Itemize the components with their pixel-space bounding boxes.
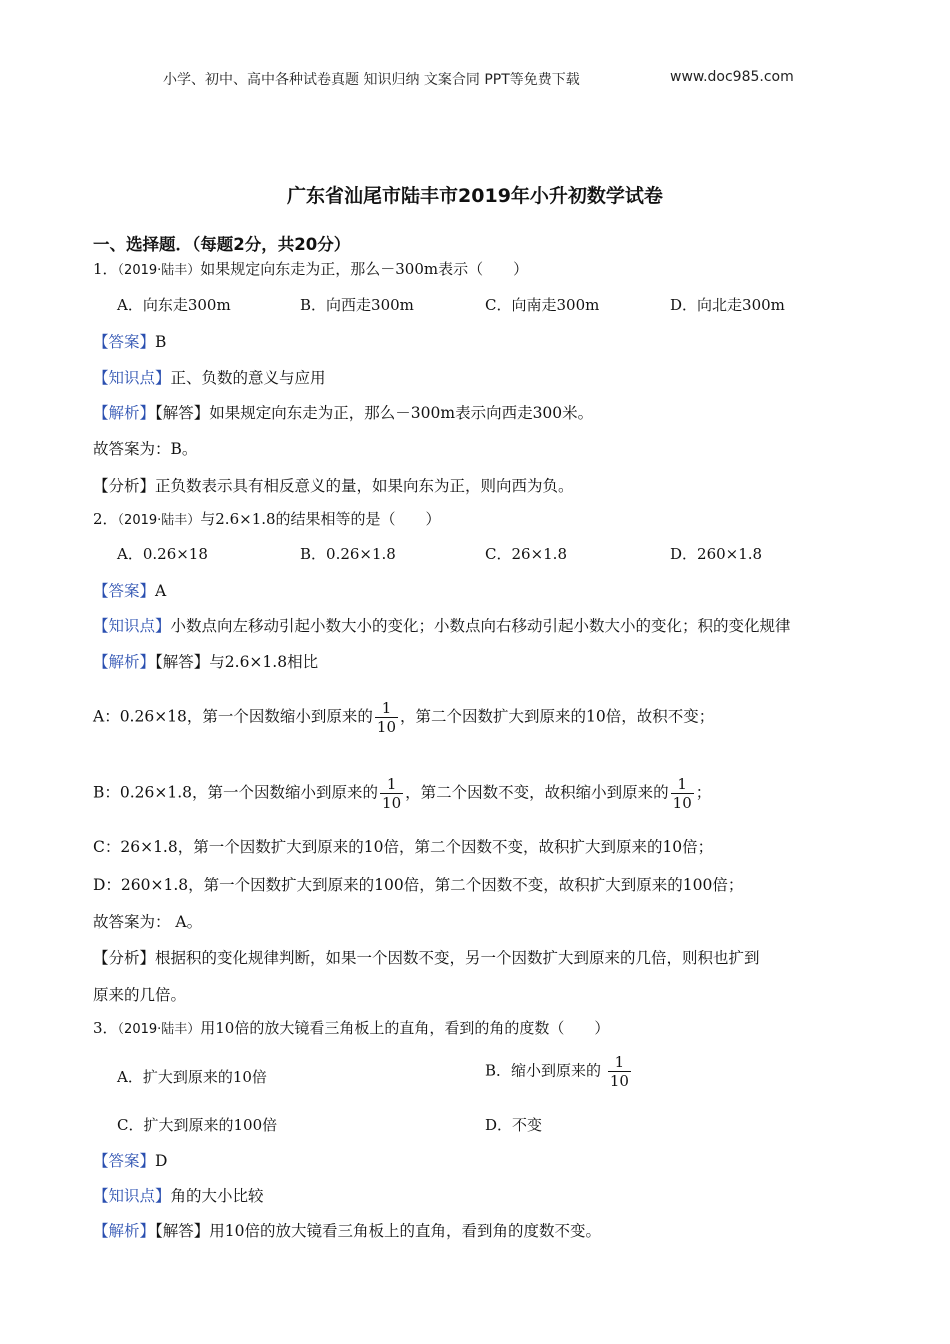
q3-knowledge [93,1184,264,1206]
q2-option-c: C．26×1.8 [485,545,567,563]
fraction [380,775,403,812]
q1-knowledge [93,366,326,388]
q1-answer [93,330,166,352]
question-number: 2． [93,510,118,528]
q2-solution-intro [93,650,318,672]
question-text: 用10倍的放大镜看三角板上的直角，看到的角的度数（ ） [200,1019,610,1037]
q3-option-a: A．扩大到原来的10倍 [117,1068,267,1086]
knowledge-text: 正、负数的意义与应用 [170,369,326,387]
knowledge-tag: 【知识点】 [93,617,171,635]
line-text: A：0.26×18，第一个因数缩小到原来的 [93,707,373,726]
question-source: （2019·陆丰） [117,263,201,278]
question-3-stem [93,1017,609,1038]
q2-option-d: D．260×1.8 [670,545,763,563]
jieda-tag: 【解答】 [155,404,210,422]
fraction [608,1053,631,1090]
q3-answer [93,1149,167,1171]
knowledge-text: 小数点向左移动引起小数大小的变化；小数点向右移动引起小数大小的变化；积的变化规律 [170,617,791,635]
analysis-tag: 【解析】 [93,653,156,671]
answer-tag: 【答案】 [93,1152,156,1170]
q2-analysis [93,946,760,968]
q1-option-b: B．向西走300m [300,296,414,314]
answer-value: D [155,1152,168,1170]
question-2-stem [93,508,441,529]
answer-value: A [155,582,167,600]
q2-line-d: D：260×1.8，第一个因数扩大到原来的100倍，第二个因数不变，故积扩大到原来的100倍； [93,876,744,894]
fraction-denominator: 10 [382,794,402,812]
solution-text: 用10倍的放大镜看三角板上的直角，看到角的度数不变。 [209,1222,602,1240]
question-source: （2019·陆丰） [117,513,201,528]
fraction-denominator: 10 [376,718,397,736]
fraction-numerator: 1 [381,699,392,717]
line-text: B：0.26×1.8，第一个因数缩小到原来的 [93,783,379,802]
q2-option-b: B．0.26×1.8 [300,545,396,563]
fraction [671,775,694,812]
analysis-tag: 【解析】 [93,1222,156,1240]
q2-line-a [93,699,714,736]
section-heading: 一、选择题．（每题2分，共20分） [93,235,351,254]
analysis-text: 根据积的变化规律判断，如果一个因数不变，另一个因数扩大到原来的几倍，则积也扩到 [155,949,760,967]
question-text: 如果规定向东走为正，那么－300m表示（ ） [200,260,529,278]
site-url[interactable]: www.doc985.com [670,69,794,85]
q1-option-c: C．向南走300m [485,296,600,314]
q2-option-a: A．0.26×18 [117,545,208,563]
answer-tag: 【答案】 [93,582,156,600]
knowledge-tag: 【知识点】 [93,369,171,387]
fenxi-tag: 【分析】 [93,949,156,967]
q3-option-c: C．扩大到原来的100倍 [117,1116,278,1134]
question-source: （2019·陆丰） [117,1022,201,1037]
q2-line-b [93,775,711,812]
q2-answer [93,579,166,601]
fraction-denominator: 10 [609,1072,629,1090]
q1-analysis [93,474,574,496]
question-number: 3． [93,1019,118,1037]
site-header-text: 小学、初中、高中各种试卷真题 知识归纳 文案合同 PPT等免费下载 [163,72,580,88]
fraction-numerator: 1 [386,775,397,793]
fraction [375,699,398,736]
solution-text: 与2.6×1.8相比 [209,653,319,671]
fraction-numerator: 1 [614,1053,625,1071]
question-text: 与2.6×1.8的结果相等的是（ ） [200,510,441,528]
analysis-tag: 【解析】 [93,404,156,422]
jieda-tag: 【解答】 [155,1222,210,1240]
q2-knowledge [93,614,791,636]
fraction-denominator: 10 [672,794,692,812]
q2-line-c: C：26×1.8，第一个因数扩大到原来的10倍，第二个因数不变，故积扩大到原来的10倍； [93,838,714,856]
fenxi-tag: 【分析】 [93,477,156,495]
line-text: ，第二个因数扩大到原来的10倍，故积不变； [400,707,715,726]
q1-option-a: A．向东走300m [117,296,231,314]
line-text: ，第二个因数不变，故积缩小到原来的 [405,783,669,802]
q1-conclusion: 故答案为：B。 [93,440,198,458]
jieda-tag: 【解答】 [155,653,210,671]
knowledge-tag: 【知识点】 [93,1187,171,1205]
solution-text: 如果规定向东走为正，那么－300m表示向西走300米。 [209,404,594,422]
page-title: 广东省汕尾市陆丰市2019年小升初数学试卷 [287,185,663,207]
q1-option-d: D．向北走300m [670,296,785,314]
question-1-stem [93,258,528,279]
q3-option-d: D．不变 [485,1116,543,1134]
q2-conclusion: 故答案为： A。 [93,913,203,931]
answer-tag: 【答案】 [93,333,156,351]
answer-value: B [155,333,167,351]
knowledge-text: 角的大小比较 [170,1187,264,1205]
q3-option-b [485,1053,633,1090]
q1-solution [93,401,593,423]
fraction-numerator: 1 [677,775,687,793]
q2-analysis-cont: 原来的几倍。 [93,986,187,1004]
line-text: ； [695,783,712,802]
option-text: B．缩小到原来的 [485,1061,602,1080]
question-number: 1． [93,260,118,278]
analysis-text: 正负数表示具有相反意义的量，如果向东为正，则向西为负。 [155,477,574,495]
q3-solution [93,1219,601,1241]
